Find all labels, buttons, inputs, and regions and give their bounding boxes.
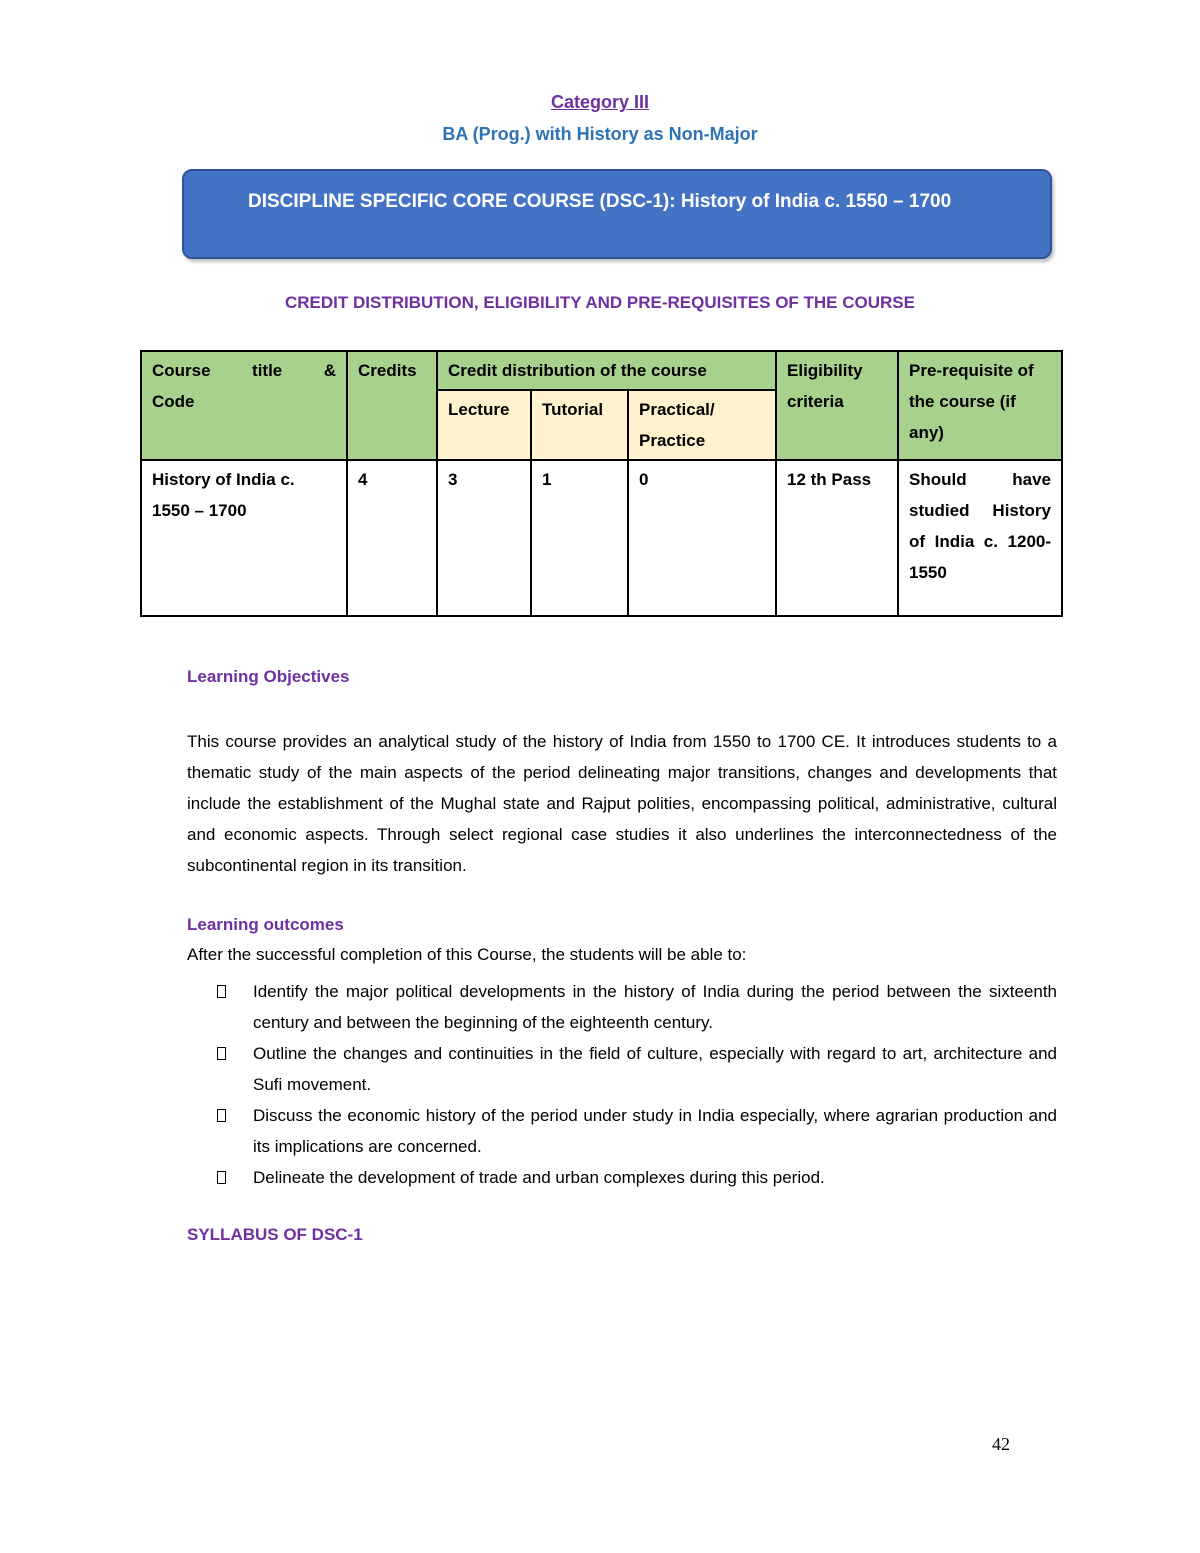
header-course-title-word: Course [152, 361, 211, 380]
header-course-title [141, 351, 347, 460]
cell-lecture: 3 [437, 460, 531, 616]
credit-distribution-heading: CREDIT DISTRIBUTION, ELIGIBILITY AND PRE-REQUISITES OF THE COURSE [285, 293, 915, 312]
cell-course: History of India c. 1550 – 1700 [141, 460, 347, 616]
cell-tutorial: 1 [531, 460, 628, 616]
cell-practical: 0 [628, 460, 776, 616]
header-course-title-word: title [252, 361, 283, 380]
list-item [187, 1162, 1057, 1193]
page-number: 42 [992, 1434, 1010, 1454]
learning-outcomes-heading: Learning outcomes [187, 915, 344, 934]
header-prerequisite: Pre-requisite of the course (if any) [898, 351, 1062, 460]
syllabus-heading: SYLLABUS OF DSC-1 [187, 1225, 363, 1244]
course-banner [182, 169, 1052, 259]
header-course-title-word: & [323, 361, 336, 380]
bullet-box-icon [217, 1047, 226, 1060]
list-item [187, 1100, 1057, 1162]
header-credits: Credits [347, 351, 437, 460]
header-course-code: Code [152, 392, 195, 411]
header-tutorial: Tutorial [531, 390, 628, 460]
header-practical: Practical/ Practice [628, 390, 776, 460]
header-eligibility: Eligibility criteria [776, 351, 898, 460]
course-banner-title: DISCIPLINE SPECIFIC CORE COURSE (DSC-1): History of India c. 1550 – 1700 [248, 191, 952, 212]
bullet-box-icon [217, 1171, 226, 1184]
header-lecture: Lecture [437, 390, 531, 460]
header-credit-distribution: Credit distribution of the course [437, 351, 776, 390]
cell-credits: 4 [347, 460, 437, 616]
list-item-text: Identify the major political developments in the history of India during the period between the sixteenth century and between the beginning of the eighteenth century. [253, 982, 1057, 1032]
cell-prerequisite: Should have studied History of India c. 1200-1550 [898, 460, 1062, 616]
program-subtitle: BA (Prog.) with History as Non-Major [442, 124, 758, 144]
learning-outcomes-intro: After the successful completion of this Course, the students will be able to: [187, 945, 747, 964]
credit-table [140, 350, 1063, 617]
list-item-text: Delineate the development of trade and urban complexes during this period. [253, 1168, 825, 1187]
list-item [187, 1038, 1057, 1100]
list-item-text: Discuss the economic history of the period under study in India especially, where agrarian production and its implications are concerned. [253, 1106, 1057, 1156]
learning-objectives-text: This course provides an analytical study of the history of India from 1550 to 1700 CE. It introduces students to a thematic study of the main aspects of the period delineating major transitions, changes and developments that include the establishment of the Mughal state and Rajput polities, encompassing political, administrative, cultural and economic aspects. Through select regional case studies it also underlines the interconnectedness of the subcontinental region in its transition. [187, 732, 1057, 875]
bullet-box-icon [217, 1109, 226, 1122]
list-item-text: Outline the changes and continuities in the field of culture, especially with regard to art, architecture and Sufi movement. [253, 1044, 1057, 1094]
cell-eligibility: 12 th Pass [776, 460, 898, 616]
learning-outcomes-list [187, 976, 1057, 1193]
bullet-box-icon [217, 985, 226, 998]
learning-objectives-heading: Learning Objectives [187, 667, 350, 686]
list-item [187, 976, 1057, 1038]
category-title: Category III [550, 92, 650, 112]
